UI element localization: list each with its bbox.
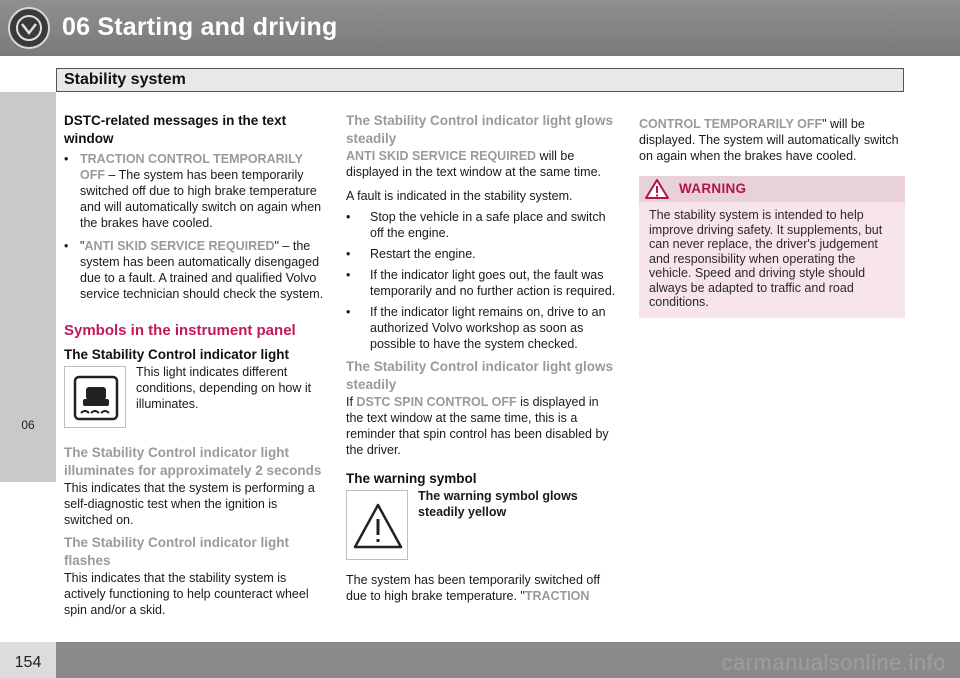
indicator-description: This light indicates different conditions, depending on how it illuminates. xyxy=(136,365,312,411)
chapter-header xyxy=(0,0,960,56)
fault-text: A fault is indicated in the stability system. xyxy=(346,189,573,203)
list-item xyxy=(64,238,326,302)
heading-glows-steadily-1: The Stability Control indicator light glows steadily xyxy=(346,113,614,146)
heading-symbols: Symbols in the instrument panel xyxy=(64,322,296,339)
text-continued xyxy=(639,116,905,164)
list-item: • Restart the engine. xyxy=(346,246,618,262)
heading-indicator-light: The Stability Control indicator light xyxy=(64,347,289,362)
message-description: is displayed in the text window at the same time, this is a reminder that spin control has been disabled by the driver. xyxy=(346,395,609,457)
warning-symbol-caption: The warning symbol glows steadily yellow xyxy=(418,489,578,519)
chapter-side-tab xyxy=(0,92,56,482)
message-description: " will be displayed. The system will automatically switch on again when the brakes have cooled. xyxy=(639,117,899,163)
list-item: • If the indicator light remains on, drive to an authorized Volvo workshop as soon as possible to have the system checked. xyxy=(346,304,618,352)
text-if: If xyxy=(346,395,357,409)
message-anti-skid: ANTI SKID SERVICE REQUIRED xyxy=(346,149,537,163)
temp-description: The system has been temporarily switched off due to high brake temperature. " xyxy=(346,573,601,603)
quote-mark: " xyxy=(80,239,85,253)
message-description: " – the system has been automatically disengaged due to a fault. A trained and qualified Volvo service technician should check the system. xyxy=(80,239,324,301)
text-flashes: This indicates that the stability system is actively functioning to help counteract wheel spin and/or a skid. xyxy=(64,571,309,617)
chapter-title: 06 Starting and driving xyxy=(62,13,338,41)
watermark: carmanualsonline.info xyxy=(721,650,946,675)
message-description: will be displayed in the text window at the same time. xyxy=(346,149,601,179)
message-traction: TRACTION xyxy=(524,589,590,603)
message-control-temporarily-off: CONTROL TEMPORARILY OFF xyxy=(639,117,823,131)
page-footer xyxy=(0,642,960,678)
stability-control-symbol-icon xyxy=(64,366,126,428)
section-title: Stability system xyxy=(64,71,186,88)
warning-header xyxy=(639,176,905,202)
side-tab-label: 06 xyxy=(21,418,35,432)
text-glows-steadily-1 xyxy=(346,148,618,180)
list-item: • If the indicator light goes out, the fault was temporarily and no further action is required. xyxy=(346,267,618,299)
warning-text: The stability system is intended to help improve driving safety. It supplements, but can never replace, the driver's judgement and responsibility when operating the vehicle. Speed and driving style should always be adapted to traffic and road conditions. xyxy=(649,208,883,309)
warning-icon xyxy=(645,179,669,199)
list-item: • Stop the vehicle in a safe place and switch off the engine. xyxy=(346,209,618,241)
warning-triangle-icon xyxy=(346,490,408,560)
column-1 xyxy=(64,112,326,618)
temp-text xyxy=(346,572,618,604)
volvo-logo-icon xyxy=(8,7,50,49)
heading-warning-symbol: The warning symbol xyxy=(346,471,477,486)
text-2-seconds: This indicates that the system is performing a self-diagnostic test when the ignition is switched on. xyxy=(64,481,315,527)
page-number-box xyxy=(0,642,56,678)
dstc-message-list xyxy=(64,151,326,302)
heading-flashes: The Stability Control indicator light flashes xyxy=(64,535,289,568)
page-number: 154 xyxy=(14,654,42,671)
text-glows-steadily-2 xyxy=(346,394,618,458)
heading-dstc-messages: DSTC-related messages in the text window xyxy=(64,113,287,146)
column-2 xyxy=(346,112,618,604)
message-traction-off: TRACTION CONTROL TEMPORARILY OFF xyxy=(80,152,303,182)
heading-glows-steadily-2: The Stability Control indicator light glows steadily xyxy=(346,359,614,392)
message-anti-skid: ANTI SKID SERVICE REQUIRED xyxy=(84,239,275,253)
heading-2-seconds: The Stability Control indicator light illuminates for approximately 2 seconds xyxy=(64,445,322,478)
fault-steps-list xyxy=(346,209,618,352)
column-3 xyxy=(639,116,905,318)
section-bar xyxy=(56,68,904,92)
warning-box xyxy=(639,176,905,318)
message-description: – The system has been temporarily switched off due to high brake temperature and will automatically switch on again when the brakes have cooled. xyxy=(80,168,322,230)
message-spin-control-off: DSTC SPIN CONTROL OFF xyxy=(356,395,517,409)
warning-label: WARNING xyxy=(679,181,747,196)
list-item xyxy=(64,151,326,231)
